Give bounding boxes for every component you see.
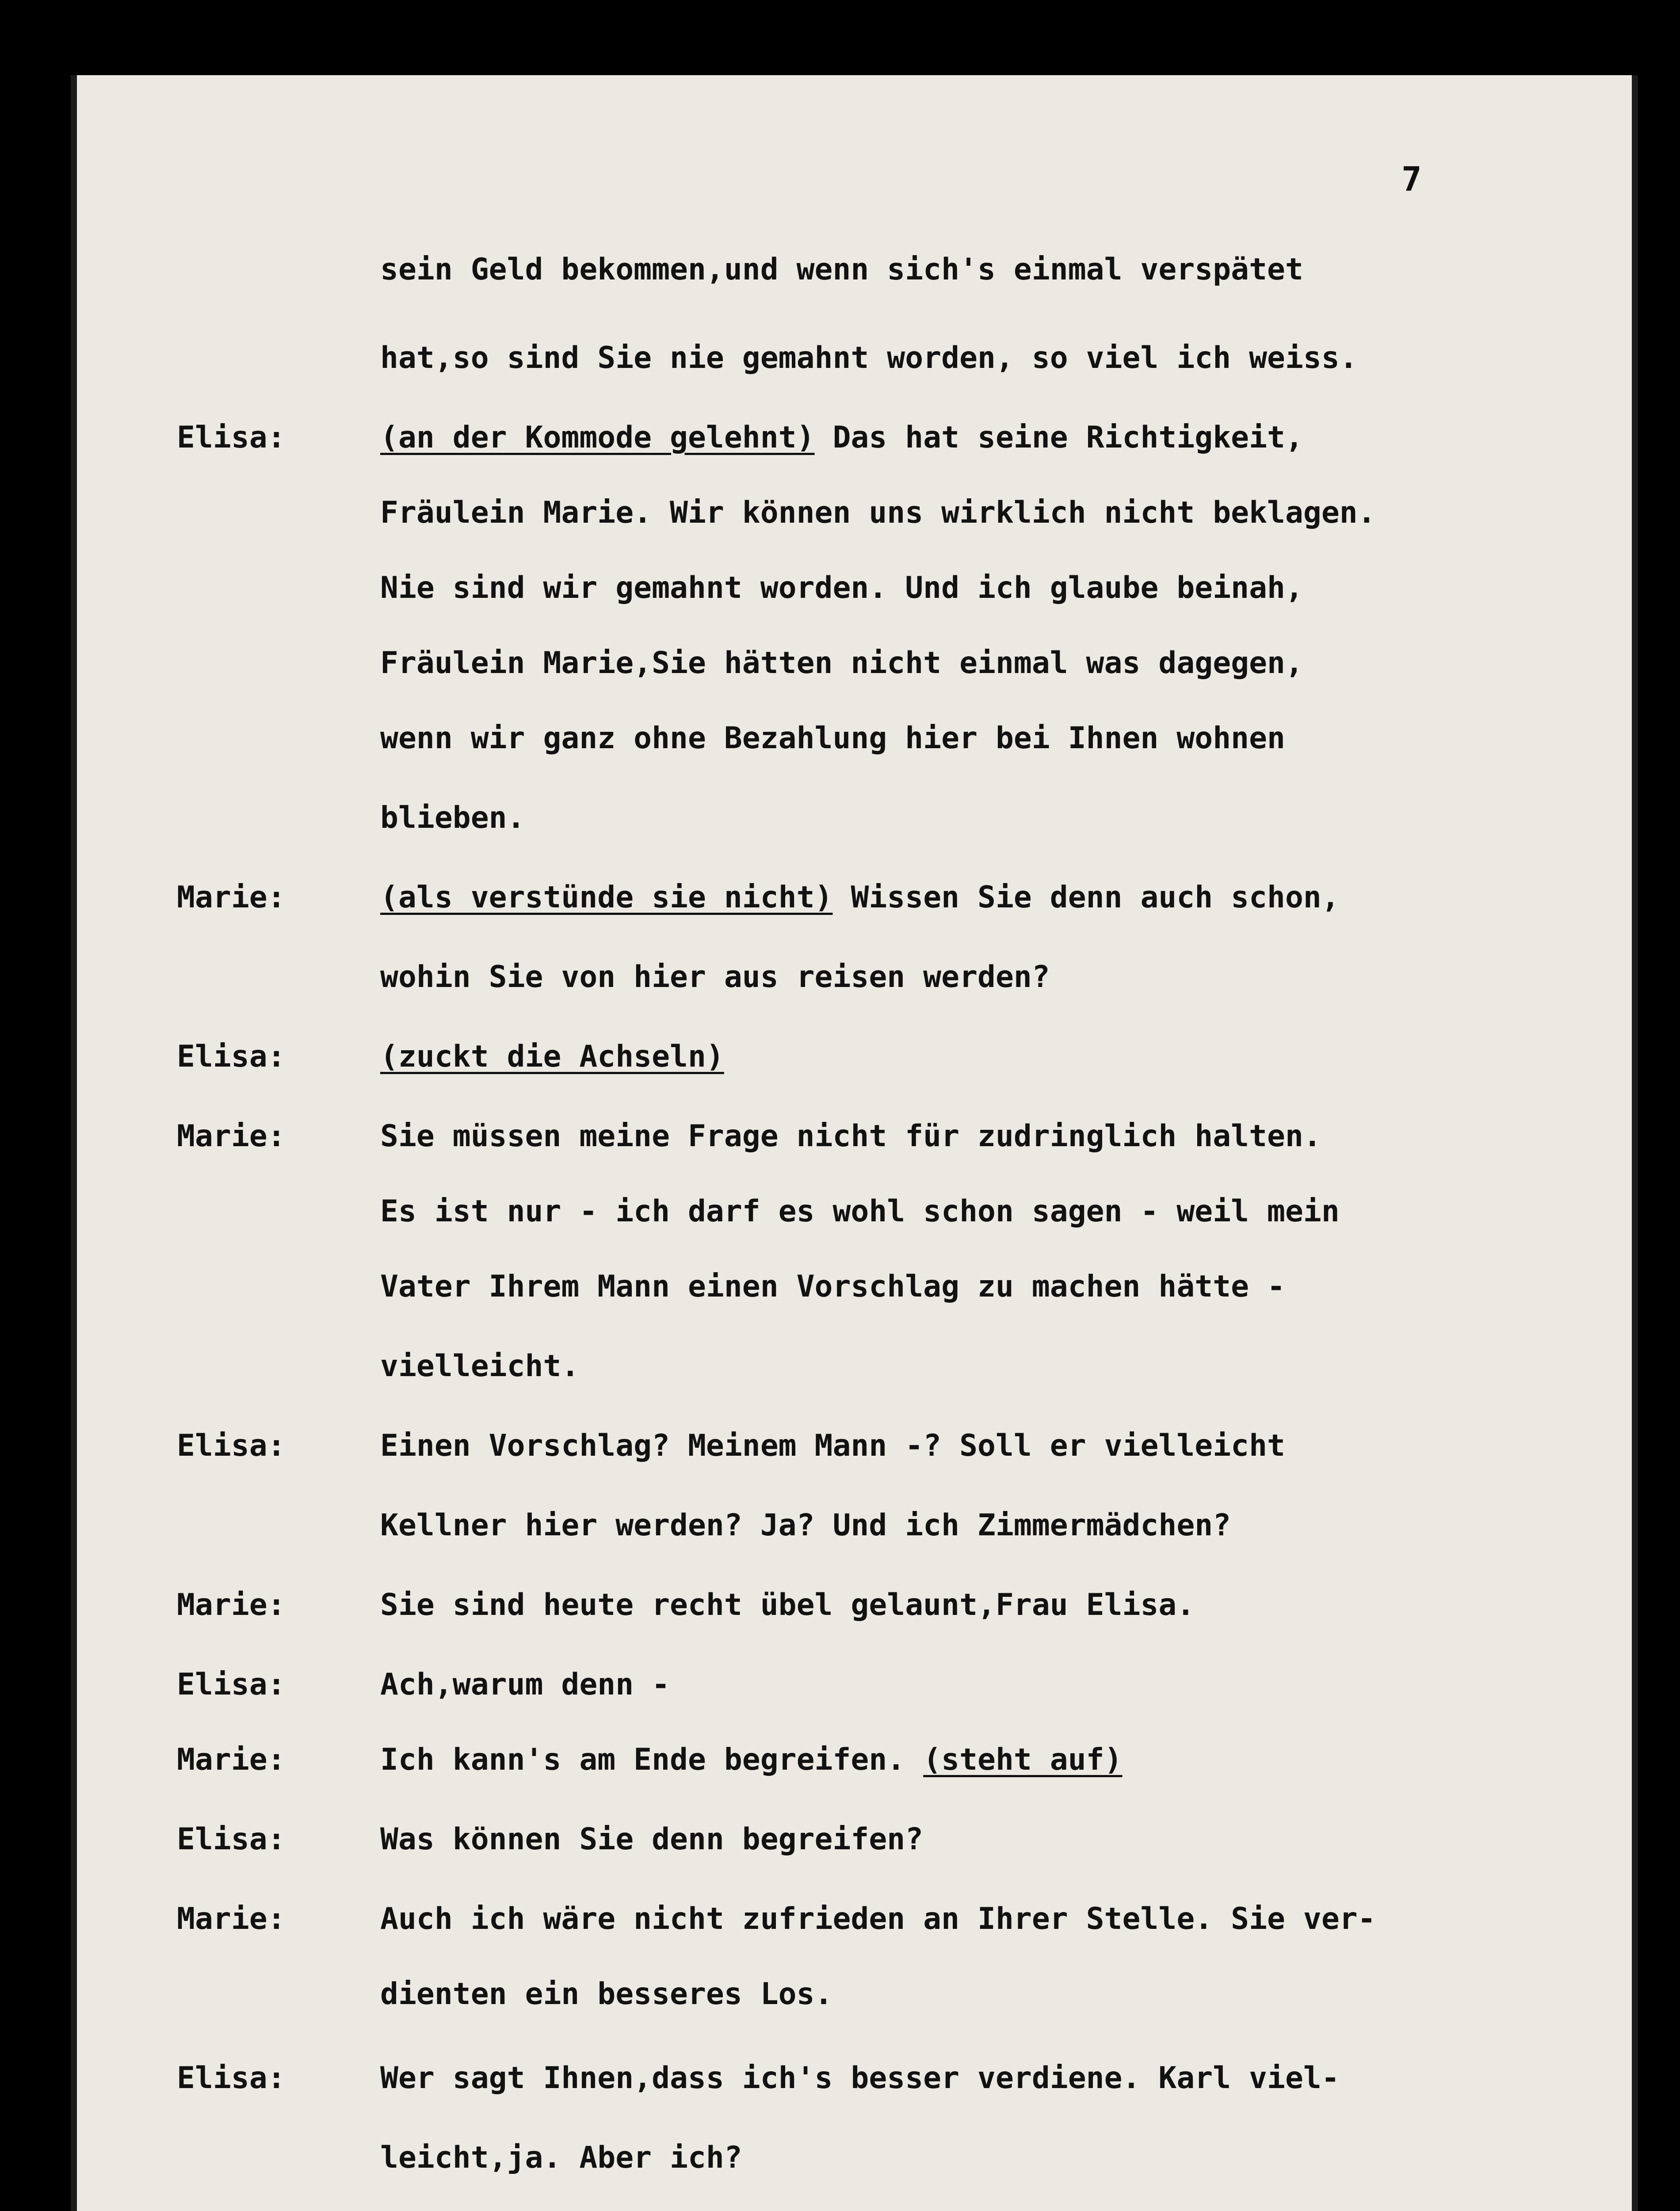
speech-text (380, 796, 525, 840)
script-line (0, 796, 1680, 840)
script-line (0, 876, 1680, 920)
dialogue-text: vielleicht. (380, 1349, 580, 1384)
script-line (0, 1190, 1680, 1234)
speech-text (380, 1424, 1285, 1468)
script-line (0, 1035, 1680, 1079)
dialogue-text: blieben. (380, 800, 525, 835)
dialogue-text: Was können Sie denn begreifen? (380, 1822, 924, 1857)
speech-text (380, 2136, 742, 2180)
speech-text (380, 566, 1303, 610)
speaker-name: Marie: (177, 1901, 286, 1936)
dialogue-text: dienten ein besseres Los. (380, 1977, 833, 2012)
dialogue-text: Wer sagt Ihnen,dass ich's besser verdiene. Karl viel- (380, 2061, 1340, 2096)
speech-text (380, 641, 1303, 685)
script-line (0, 641, 1680, 685)
dialogue-text: wohin Sie von hier aus reisen werden? (380, 960, 1050, 995)
speaker-name: Elisa: (177, 420, 286, 455)
speech-text (380, 1738, 1123, 1782)
speech-text (380, 1114, 1321, 1159)
speaker-name: Elisa: (177, 1667, 286, 1702)
script-line (0, 955, 1680, 999)
script-line (0, 491, 1680, 535)
speech-text (380, 1663, 670, 1707)
script-line (0, 1663, 1680, 1707)
dialogue-text: Einen Vorschlag? Meinem Mann -? Soll er vielleicht (380, 1428, 1285, 1463)
speaker-name: Elisa: (177, 1428, 286, 1463)
speech-text (380, 416, 1303, 460)
stage-direction: (zuckt die Achseln) (380, 1039, 724, 1074)
speech-text (380, 2056, 1340, 2100)
script-line (0, 2136, 1680, 2180)
script-line (0, 1265, 1680, 1309)
script-line (0, 416, 1680, 460)
script-line (0, 1583, 1680, 1627)
speech-text (380, 1035, 724, 1079)
dialogue-text: Wissen Sie denn auch schon, (832, 880, 1340, 915)
speaker-name: Elisa: (177, 2061, 286, 2096)
dialogue-text: Das hat seine Richtigkeit, (814, 420, 1303, 455)
speech-text (380, 336, 1358, 380)
script-line (0, 1424, 1680, 1468)
script-line (0, 1738, 1680, 1782)
dialogue-text: Ach,warum denn - (380, 1667, 670, 1702)
script-line (0, 1503, 1680, 1548)
script-line (0, 336, 1680, 380)
dialogue-text: Sie sind heute recht übel gelaunt,Frau Elisa. (380, 1587, 1195, 1622)
stage-direction: (steht auf) (923, 1742, 1123, 1777)
script-line (0, 716, 1680, 761)
speech-text (380, 1265, 1285, 1309)
script-line (0, 566, 1680, 610)
script-line (0, 1344, 1680, 1389)
dialogue-text: Auch ich wäre nicht zufrieden an Ihrer Stelle. Sie ver- (380, 1901, 1376, 1936)
speech-text (380, 1503, 1231, 1548)
dialogue-text: wenn wir ganz ohne Bezahlung hier bei Ihnen wohnen (380, 721, 1285, 756)
page-number: 7 (1401, 159, 1422, 199)
script-line (0, 1817, 1680, 1862)
speaker-name: Marie: (177, 880, 286, 915)
script-line (0, 1114, 1680, 1159)
speaker-name: Marie: (177, 1119, 286, 1154)
dialogue-text: Kellner hier werden? Ja? Und ich Zimmermädchen? (380, 1508, 1231, 1543)
dialogue-text: Fräulein Marie,Sie hätten nicht einmal was dagegen, (380, 646, 1303, 681)
speech-text (380, 248, 1303, 292)
speaker-name: Marie: (177, 1587, 286, 1622)
dialogue-text: Ich kann's am Ende begreifen. (380, 1742, 924, 1777)
speech-text (380, 1190, 1340, 1234)
dialogue-text: Es ist nur - ich darf es wohl schon sagen - weil mein (380, 1194, 1340, 1229)
script-line (0, 2056, 1680, 2100)
dialogue-text: Fräulein Marie. Wir können uns wirklich nicht beklagen. (380, 495, 1376, 530)
stage-direction: (an der Kommode gelehnt) (380, 420, 815, 455)
speech-text (380, 876, 1340, 920)
speech-text (380, 1344, 579, 1389)
speaker-name: Marie: (177, 1742, 286, 1777)
speech-text (380, 955, 1050, 999)
speaker-name: Elisa: (177, 1822, 286, 1857)
dialogue-text: hat,so sind Sie nie gemahnt worden, so viel ich weiss. (380, 340, 1358, 375)
script-line (0, 1897, 1680, 1941)
stage-direction: (als verstünde sie nicht) (380, 880, 833, 915)
dialogue-text: Nie sind wir gemahnt worden. Und ich glaube beinah, (380, 570, 1303, 605)
speech-text (380, 491, 1376, 535)
script-line (0, 248, 1680, 292)
speaker-name: Elisa: (177, 1039, 286, 1074)
speech-text (380, 716, 1285, 761)
dialogue-text: Sie müssen meine Frage nicht für zudringlich halten. (380, 1119, 1321, 1154)
dialogue-text: Vater Ihrem Mann einen Vorschlag zu machen hätte - (380, 1269, 1285, 1304)
script-line (0, 1972, 1680, 2016)
speech-text (380, 1897, 1376, 1941)
dialogue-text: sein Geld bekommen,und wenn sich's einmal verspätet (380, 252, 1303, 287)
speech-text (380, 1972, 833, 2016)
dialogue-text: leicht,ja. Aber ich? (380, 2140, 742, 2175)
speech-text (380, 1583, 1195, 1627)
speech-text (380, 1817, 923, 1862)
